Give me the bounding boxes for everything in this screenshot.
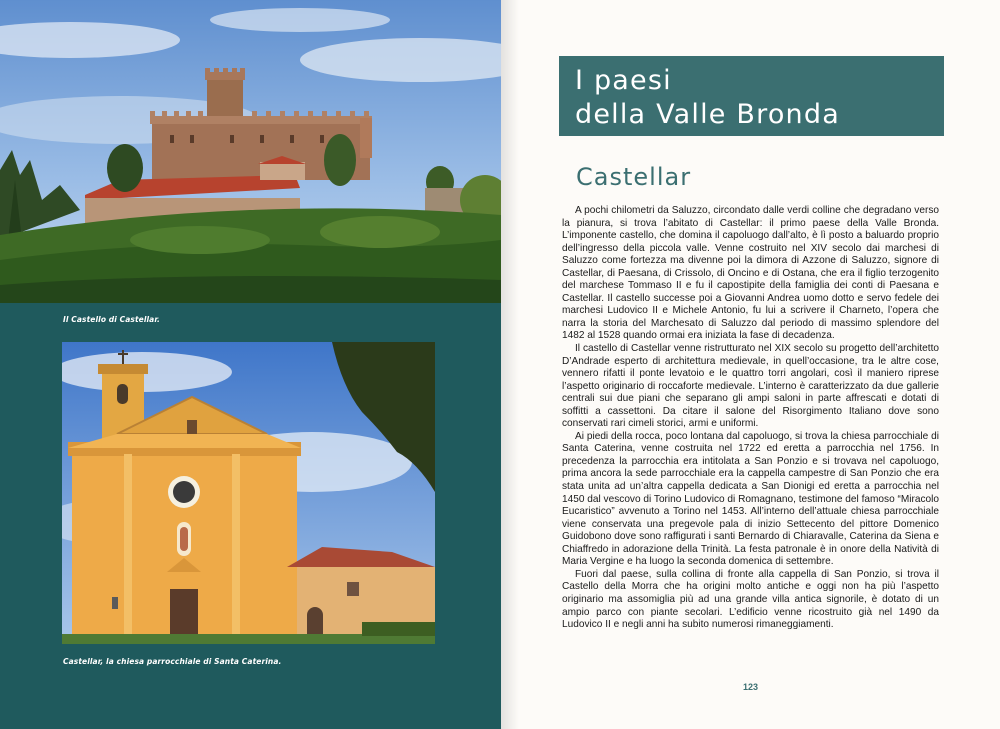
paragraph: Ai piedi della rocca, poco lontana dal capoluogo, si trova la chiesa parrocchiale di Santa Caterina, venne costruita nel 1722 ed eretta a parrocchia nel 1756. In precedenza la parrocchia era intitolata a San Ponzio e si trovava nel capoluogo, prima ancora la sede parrocchiale era la cappella campestre di San Ponzio che era stata unita ad un’altra cappella dedicata a San Dionigi ed eretta a parrocchia nel 1450 dal vescovo di Torino Ludovico di Romagnano, testimone del famoso “Miracolo Eucaristico” avvenuto a Torino nel 1453. All’interno dell’attuale chiesa parrocchiale viene conservata una pregevole pala di inizio Settecento del pittore Domenico Guidobono dove sono raffigurati i santi Bernardo di Chiaravalle, Caterina da Siena e Chiaffredo in adorazione della Trinità. La festa patronale è in onore della Natività di Maria Vergine e ha luogo la seconda domenica di settembre. [562,430,939,568]
right-page [501,0,1000,729]
church-photo [62,342,435,644]
paragraph: Il castello di Castellar venne ristrutturato nel XIX secolo su progetto dell’architetto D’Andrade esperto di architettura medievale, in quell’occasione, tra le altre cose, vennero rifatti il ponte levatoio e le quattro torri angolari, così il maniero riprese l’aspetto originario di roccaforte medievale. L’interno è caratterizzato da due gallerie centrali sui due piani che separano gli ampi saloni in parte affrescati e dotati di soffitti a cassettoni. Da citare il salone del Risorgimento Italiano dove sono conservati rari cimeli storici, armi e uniformi. [562,343,939,430]
chapter-title-line-2: della Valle Bronda [575,99,840,130]
church-photo-caption: Castellar, la chiesa parrocchiale di Santa Caterina. [63,657,282,666]
page-number: 123 [742,682,759,692]
chapter-title-banner [559,56,944,136]
paragraph: Fuori dal paese, sulla collina di fronte alla cappella di San Ponzio, si trova il Castello della Morra che ha origini molto antiche e oggi non ha più l’aspetto originario ma assomiglia più ad una grande villa antica signorile, è dotato di un ampio parco con piante secolari. L’edificio venne ricostruito già nel 1490 da Ludovico II e negli anni ha subito numerosi rimaneggiamenti. [562,568,939,631]
paragraph: A pochi chilometri da Saluzzo, circondato dalle verdi colline che degradano verso la pianura, si trova l’abitato di Castellar: il primo paese della Valle Bronda. L’imponente castello, che domina il capoluogo dall’alto, è lì posto a baluardo proprio dell’ingresso della piccola valle. Venne costruito nel XIV secolo dai marchesi di Saluzzo come fortezza ma divenne poi la dimora di Azzone di Saluzzo, signore di Castellar, di Paesana, di Crissolo, di Oncino e di Ostana, che era il figlio terzogenito del marchese Tommaso II e fu il capostipite della famiglia dei conti di Paesana e Castellar. Il castello successe poi a Giovanni Andrea uomo dotto e servo fedele dei marchesi Ludovico II e Michele Antonio, fu lui a scrivere il Charneto, l’opera che narra la storia del Marchesato di Saluzzo dal periodo di massimo splendore del 1482 al 1528 quando ormai era iniziata la fase di decadenza. [562,205,939,342]
section-heading: Castellar [576,163,692,191]
body-text [562,205,939,632]
castle-photo-caption: Il Castello di Castellar. [63,315,161,324]
chapter-title-line-1: I paesi [575,65,672,96]
castle-photo [0,0,501,303]
gutter-shadow [501,0,519,729]
